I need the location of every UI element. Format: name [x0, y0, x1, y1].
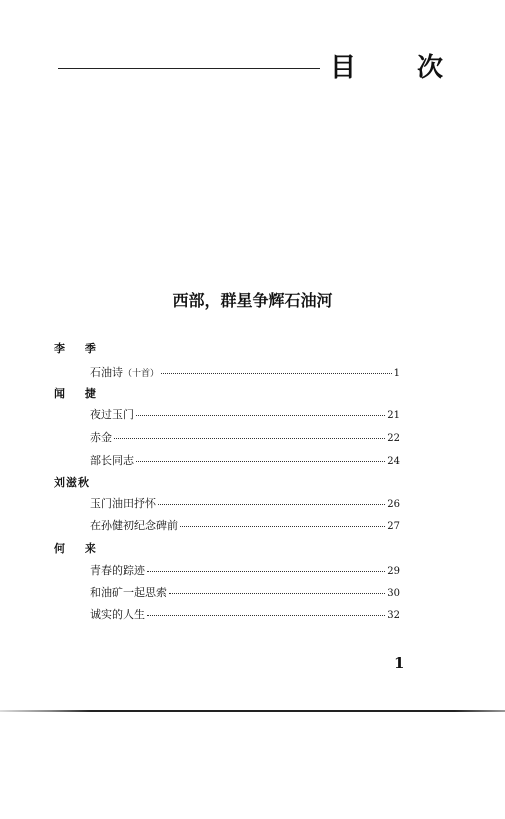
entry-title [90, 364, 159, 380]
dot-leader [114, 438, 385, 439]
entry-page-number: 24 [387, 456, 400, 467]
header-rule [58, 68, 320, 69]
toc-entry[interactable] [90, 406, 400, 422]
entry-page-number: 26 [387, 499, 400, 510]
entry-title: 在孙健初纪念碑前 [90, 519, 178, 532]
entry-title: 青春的踪迹 [90, 564, 145, 577]
author-name: 闻 捷 [54, 387, 104, 400]
dot-leader [161, 373, 392, 374]
entry-title: 和油矿一起思索 [90, 586, 167, 599]
toc-entry[interactable] [90, 562, 400, 578]
section-heading: 西部，群星争辉石油河 [172, 291, 333, 310]
entry-title: 诚实的人生 [90, 608, 145, 621]
entry-page-number: 22 [387, 433, 400, 444]
dot-leader [136, 461, 385, 462]
page-title: 目 次 [330, 53, 470, 83]
page-number: 1 [394, 654, 405, 672]
toc-entry[interactable] [90, 517, 400, 533]
entry-page-number: 29 [387, 566, 400, 577]
entry-page-number: 32 [387, 610, 400, 621]
dot-leader [147, 615, 385, 616]
entry-title-text: 石油诗 [90, 366, 123, 379]
entry-title: 夜过玉门 [90, 408, 134, 421]
entry-title-note: （十首） [123, 369, 160, 379]
toc-entry[interactable] [90, 495, 400, 511]
entry-page-number: 30 [387, 588, 400, 599]
entry-title: 玉门油田抒怀 [90, 497, 156, 510]
entry-page-number: 27 [387, 521, 400, 532]
toc-entry[interactable] [90, 429, 400, 445]
toc-entry[interactable] [90, 606, 400, 622]
dot-leader [169, 593, 385, 594]
author-name: 刘滋秋 [54, 476, 90, 489]
dot-leader [180, 526, 385, 527]
entry-title: 赤金 [90, 431, 112, 444]
footer-rule [0, 710, 505, 712]
dot-leader [147, 571, 385, 572]
entry-title: 部长同志 [90, 454, 134, 467]
entry-page-number: 1 [393, 368, 400, 379]
dot-leader [136, 415, 385, 416]
dot-leader [158, 504, 385, 505]
toc-entry[interactable] [90, 452, 400, 468]
author-name: 何 来 [54, 542, 104, 555]
toc-entry[interactable] [90, 584, 400, 600]
toc-entry[interactable] [90, 364, 400, 380]
author-name: 李 季 [54, 342, 104, 355]
entry-page-number: 21 [387, 410, 400, 421]
